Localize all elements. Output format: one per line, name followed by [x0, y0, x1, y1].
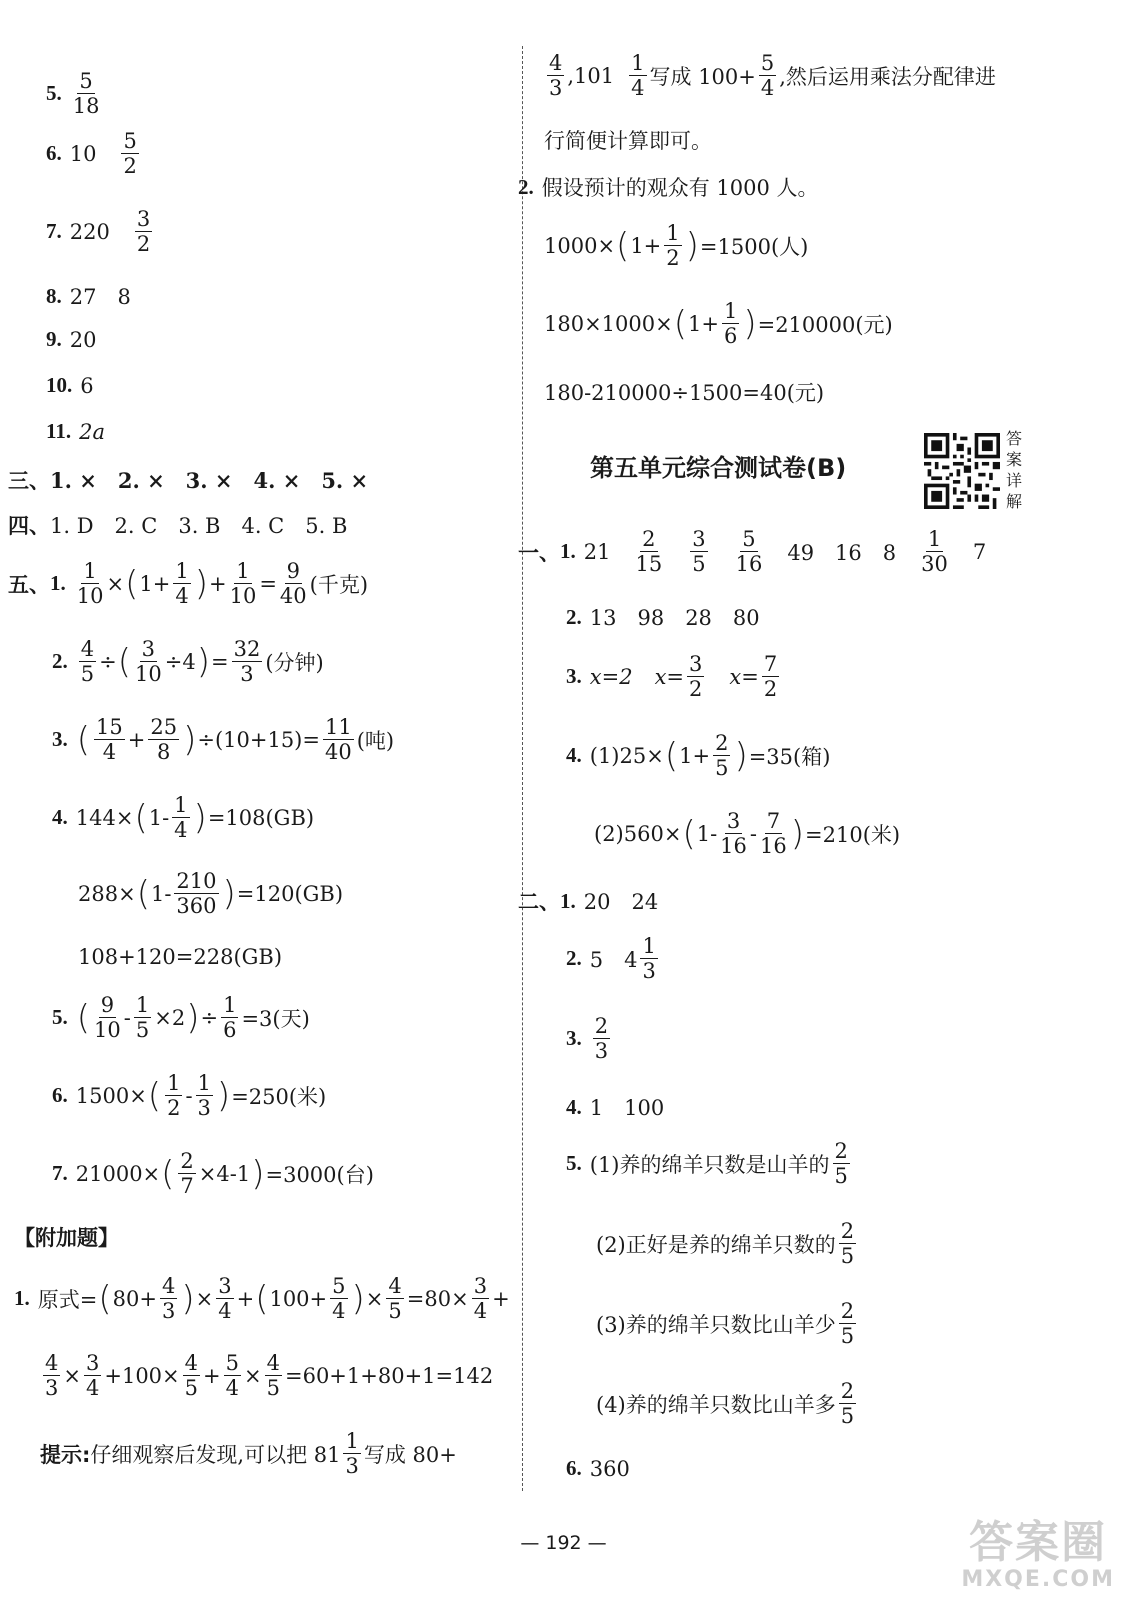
right-er-q5b: (2)正好是养的绵羊只数的 $\frac{2}{5}$	[596, 1219, 855, 1269]
fraction: $\frac{5}{2}$	[123, 129, 137, 179]
right-yi-q2: 2. 13 98 28 80	[566, 604, 760, 630]
right-cont-line2: 行简便计算即可。	[544, 129, 712, 153]
right-er-q4: 4. 1 100	[566, 1094, 665, 1120]
page-number: — 192 —	[520, 1532, 607, 1554]
left-item-10: 10. 6	[46, 373, 94, 398]
right-yi-q3: 3. x=2 x= $\frac{3}{2}$ x= $\frac{7}{2}$	[566, 652, 778, 702]
fujia-tip: 提示: 仔细观察后发现,可以把 81 $\frac{1}{3}$ 写成 80+	[40, 1429, 457, 1479]
right-er-q5a: 5. (1)养的绵羊只数是山羊的 $\frac{2}{5}$	[566, 1139, 848, 1189]
section-wu-q7: 7. 21000× ( $\frac{2}{7}$ ×4-1 ) =3000(台)	[52, 1149, 374, 1199]
fraction: $\frac{3}{2}$	[136, 207, 151, 257]
fraction: $\frac{5}{18}$	[72, 69, 100, 119]
right-er-q6: 6. 360	[566, 1456, 630, 1481]
right-q2a: 1000× ( 1+ $\frac{1}{2}$ ) =1500(人)	[544, 221, 809, 271]
right-q2c: 180-210000÷1500=40(元)	[544, 381, 825, 405]
fujia-q1-line2: $\frac{4}{3}$ × $\frac{3}{4}$ +100× $\frac{4}{5}$ + $\frac{5}{4}$ × $\frac{4}{5}$ =60+1+80+1=142	[45, 1351, 494, 1401]
right-yi-q4b: (2)560× ( 1- $\frac{3}{16}$ - $\frac{7}{16}$ ) =210(米)	[594, 809, 901, 859]
left-item-6: 6. 10 $\frac{5}{2}$	[46, 129, 137, 179]
left-item-8: 8. 27 8	[46, 283, 131, 309]
right-q2: 2. 假设预计的观众有 1000 人。	[518, 174, 819, 200]
column-divider	[522, 46, 523, 1491]
fujia-heading: 【附加题】	[14, 1226, 119, 1250]
right-er-q5c: (3)养的绵羊只数比山羊少 $\frac{2}{5}$	[596, 1299, 855, 1349]
right-yi-q4a: 4. (1)25× ( 1+ $\frac{2}{5}$ ) =35(箱)	[566, 731, 831, 781]
left-item-9: 9. 20	[46, 327, 97, 352]
section-wu-q6: 6. 1500× ( $\frac{1}{2}$ - $\frac{1}{3}$ ) =250(米)	[52, 1071, 327, 1121]
right-er-q2: 2. 5 4 $\frac{1}{3}$	[566, 934, 656, 984]
section-si: 四、 1. D 2. C 3. B 4. C 5. B	[8, 513, 348, 538]
fujia-q1-line1: 1. 原式= ( 80+ $\frac{4}{3}$ ) × $\frac{3}{4}$ + ( 100+ $\frac{5}{4}$ ) × $\frac{4}{5}$ =80× $\frac{3}{4}$ +	[14, 1274, 510, 1324]
left-item-11: 11. 2a	[46, 419, 105, 444]
section-wu-q4b: 288× ( 1- $\frac{210}{360}$ ) =120(GB)	[78, 869, 344, 919]
item-number: 5.	[46, 81, 62, 106]
section-wu-q3: 3. ( $\frac{15}{4}$ + $\frac{25}{8}$ ) ÷(10+15)= $\frac{11}{40}$ (吨)	[52, 715, 395, 765]
section-wu-q4a: 4. 144× ( 1- $\frac{1}{4}$ ) =108(GB)	[52, 793, 315, 843]
section-wu-q5: 5. ( $\frac{9}{10}$ - $\frac{1}{5}$ ×2 ) ÷ $\frac{1}{6}$ =3(天)	[52, 993, 310, 1043]
right-yi-q1: 一、 1. 21 $\frac{2}{15}$ $\frac{3}{5}$ $\frac{5}{16}$ 49 16 8 $\frac{1}{30}$ 7	[518, 527, 987, 577]
left-item-7: 7. 220 $\frac{3}{2}$	[46, 207, 151, 257]
unit-test-title: 第五单元综合测试卷(B)	[590, 454, 847, 482]
right-cont-line1: $\frac{4}{3}$ ,101 $\frac{1}{4}$ 写成 100+ $\frac{5}{4}$ ,然后运用乘法分配律进	[549, 51, 996, 101]
watermark-logo: 答案圈 MXQE.COM	[961, 1517, 1115, 1592]
right-er-q5d: (4)养的绵羊只数比山羊多 $\frac{2}{5}$	[596, 1379, 855, 1429]
qr-label: 答案详解	[1005, 429, 1022, 511]
right-er-q1: 二、 1. 20 24	[518, 888, 659, 914]
right-q2b: 180×1000× ( 1+ $\frac{1}{6}$ ) =210000(元)	[544, 299, 893, 349]
left-item-5	[46, 70, 102, 117]
section-wu-q2: 2. $\frac{4}{5}$ ÷ ( $\frac{3}{10}$ ÷4 ) = $\frac{32}{3}$ (分钟)	[52, 637, 324, 687]
qr-code-icon[interactable]	[924, 433, 1000, 509]
section-san: 三、 1. × 2. × 3. × 4. × 5. ×	[8, 468, 369, 493]
section-wu-q1: 五、 1. $\frac{1}{10}$ × ( 1+ $\frac{1}{4}$ ) + $\frac{1}{10}$ = $\frac{9}{40}$ (千克)	[8, 559, 369, 609]
section-wu-q4c: 108+120=228(GB)	[78, 945, 283, 969]
right-er-q3: 3. $\frac{2}{3}$	[566, 1014, 609, 1064]
